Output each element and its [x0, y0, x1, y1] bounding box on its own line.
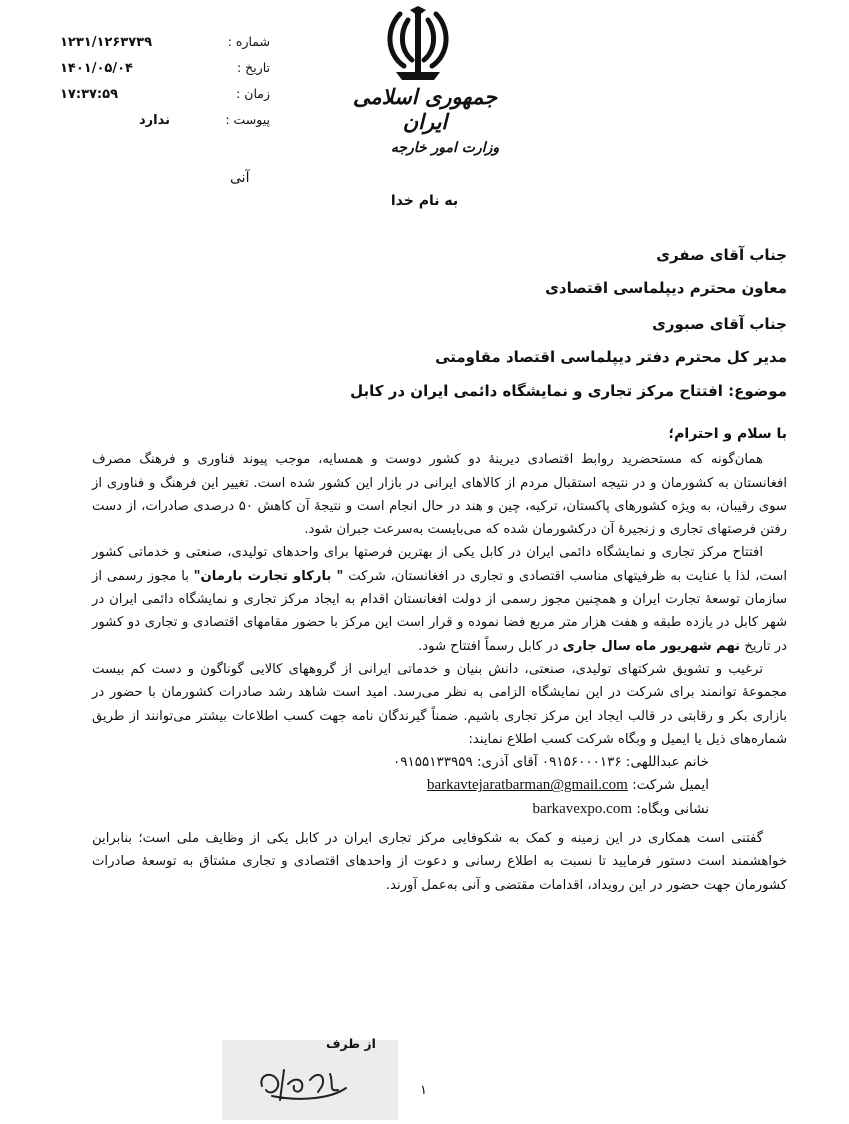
bismillah-heading: به نام خدا: [390, 193, 459, 209]
from-label: از طرف: [326, 1036, 376, 1051]
page-number: ۱: [420, 1083, 427, 1098]
paragraph-3: ترغیب و تشویق شرکتهای تولیدی، صنعتی، دانش بنیان و خدماتی ایرانی از گروههای کالایی گوناگون و دست کم بیست مجموعۀ توانمند برای شرکت در این نمایشگاه الزامی به نظر می‌رسد. امید است شاهد رشد صادرات کشورمان با حضور در بازاری بکر و رقابتی در قالب ایجاد این مرکز تجاری باشیم. ضمناً گیرندگان نامه جهت کسب اطلاعات بیشتر می‌توانند از طریق شماره‌های ذیل یا ایمیل و وبگاه شرکت کسب اطلاع نمایند:: [92, 661, 787, 747]
letter-date: ۱۴۰۱/۰۵/۰۴: [60, 61, 133, 76]
letter-attachment: ندارد: [138, 113, 170, 128]
paragraph-2-part-a: افتتاح مرکز تجاری و نمایشگاه دائمی ایران در کابل یکی از بهترین فرصتها برای واحدهای تولیدی، صنعتی و خدماتی کشور است، لذا با عنایت به ظرفیتهای مناسب اقتصادی و تجاری در افغانستان، شرکت: [92, 545, 787, 584]
meta-time-row: [60, 86, 290, 112]
letter-date-label: تاریخ :: [236, 60, 270, 75]
subject-line: موضوع: افتتاح مرکز تجاری و نمایشگاه دائمی ایران در کابل: [350, 382, 787, 400]
website-label: نشانی وبگاه:: [636, 800, 709, 817]
paragraph-2: [92, 541, 787, 657]
website-link[interactable]: barkavexpo.com: [532, 800, 633, 817]
meta-date-row: [60, 60, 290, 86]
letter-number-label: شماره :: [227, 34, 270, 49]
letter-meta: [60, 34, 290, 138]
letter-time: ۱۷:۳۷:۵۹: [60, 87, 119, 102]
iran-emblem-icon: [382, 6, 454, 84]
addressee-2-name: جناب آقای صبوری: [652, 315, 787, 333]
signature-area: [222, 1040, 398, 1120]
letter-body: [92, 423, 787, 897]
letter-time-label: زمان :: [236, 86, 270, 101]
addressee-1-title: معاون محترم دیپلماسی اقتصادی: [545, 279, 787, 297]
issuer-block: [330, 84, 520, 156]
paragraph-2-part-b: با مجوز رسمی از سازمان توسعۀ تجارت ایران و همچنین مجوز رسمی از دولت افغانستان اقدام به ایجاد مرکز تجاری و نمایشگاه دائمی ایران در شهر کابل در یازده طبقه و هفت هزار متر مربع فضا نموده و قرار است این مرکز با حضور مقامهای اقتصادی و تجاری دو کشور در تاریخ: [92, 568, 787, 654]
paragraph-2-part-c: در کابل رسماً افتتاح شود.: [418, 638, 563, 654]
greeting: با سلام و احترام؛: [668, 426, 787, 442]
addressee-2-title: مدیر کل محترم دفتر دیپلماسی اقتصاد مقاومتی: [435, 348, 787, 366]
opening-date: نهم شهریور ماه سال جاری: [562, 638, 741, 654]
signature-icon: [222, 1040, 398, 1120]
company-name: " بارکاو تجارت بارمان": [193, 568, 344, 584]
contact-website-row: [92, 798, 787, 821]
paragraph-1: همان‌گونه که مستحضرید روابط اقتصادی دیرینۀ دو کشور دوست و همسایه، موجب پیوند فناوری و فرهنگ مصرف افغانستان به کشورمان و در نتیجه استقبال مردم از کالاهای ایرانی در بازار این کشور شده است. تغییر این فرهنگ و فناوری از سوی رقیبان، به ویژه کشورهای پاکستان، ترکیه، چین و هند در حال انجام است و نتیجۀ آن کاهش ۵۰ درصدی صادرات، از دست رفتن فرصتهای تجاری و زنجیرۀ آن درکشورمان شده که می‌بایست به‌سرعت جبران شود.: [92, 452, 787, 538]
contact-phones: خانم عبداللهی: ۰۹۱۵۶۰۰۰۱۳۶ آقای آذری: ۰۹۱۵۵۱۳۳۹۵۹: [392, 754, 709, 771]
issuer-ministry: وزارت امور خارجه: [390, 140, 500, 156]
addressee-1-name: جناب آقای صفری: [656, 246, 787, 264]
issuer-name: جمهوری اسلامی ایران: [352, 84, 498, 134]
contact-email-row: [92, 774, 787, 797]
letter-number: ۱۲۳۱/۱۲۶۳۷۳۹: [60, 35, 153, 50]
closing-paragraph: گفتنی است همکاری در این زمینه و کمک به شکوفایی مرکز تجاری ایران در کابل یکی از وظایف ملی است؛ بنابراین خواهشمند است دستور فرمایید تا نسبت به اطلاع رسانی و دعوت از واحدهای اقتصادی و تجاری مشتاق به توسعۀ صادرات کشورمان جهت حضور در این رویداد، اقدامات مقتضی و آنی به‌عمل آورند.: [92, 831, 787, 893]
letter-attachment-label: پیوست :: [225, 112, 270, 127]
meta-number-row: [60, 34, 290, 60]
meta-attachment-row: [60, 112, 290, 138]
email-link[interactable]: barkavtejaratbarman@gmail.com: [426, 777, 628, 794]
email-label: ایمیل شرکت:: [632, 777, 709, 794]
urgency-label: آنی: [230, 170, 250, 186]
